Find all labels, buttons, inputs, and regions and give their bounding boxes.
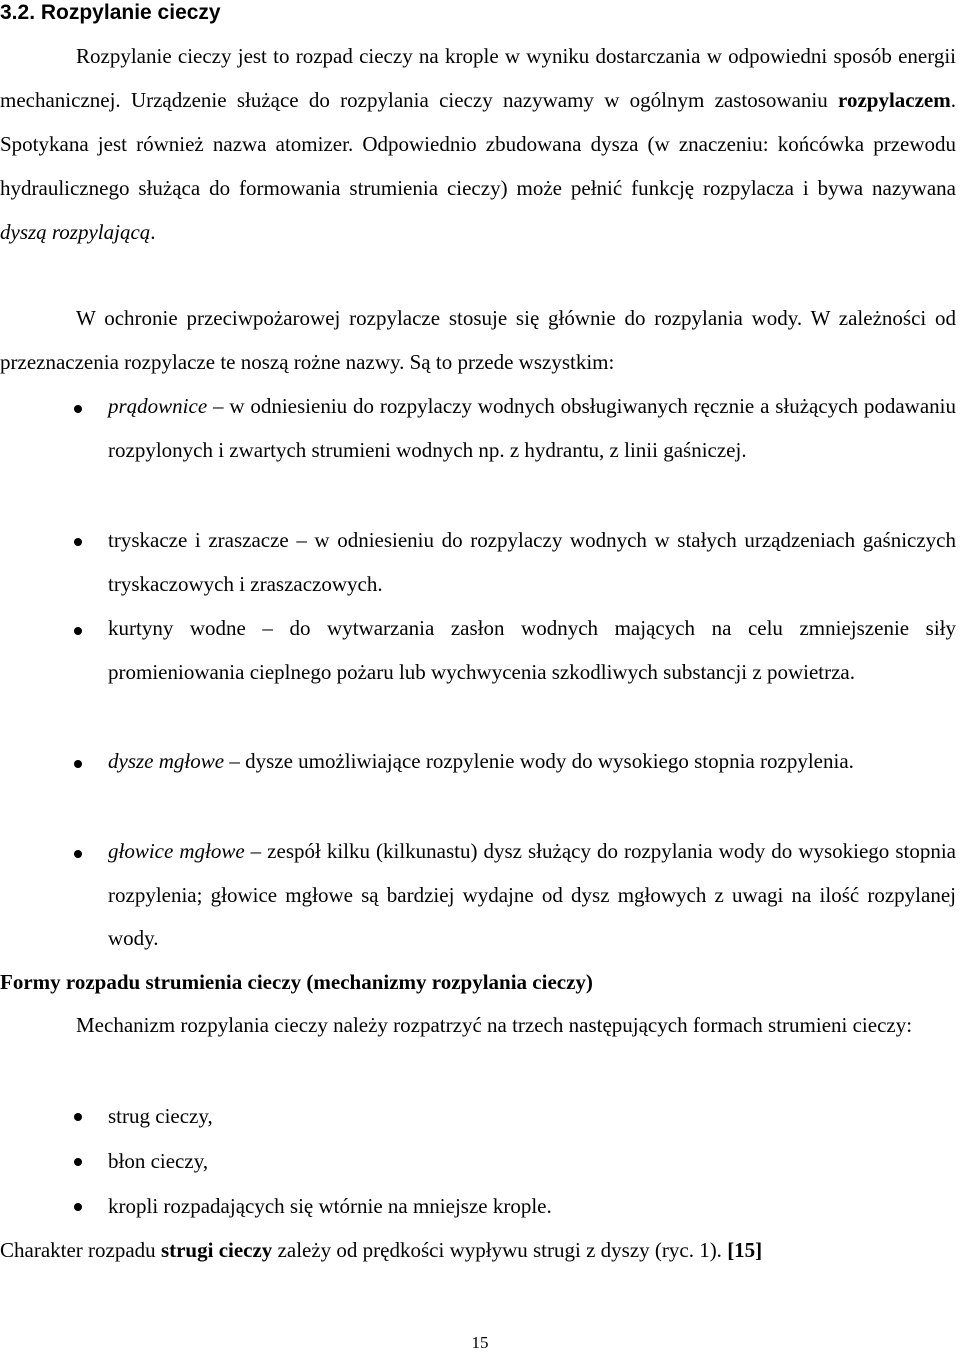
subsection-heading: Formy rozpadu strumienia cieczy (mechanizmy rozpylania cieczy) bbox=[0, 970, 593, 994]
intro-bold-term: rozpylaczem bbox=[838, 88, 951, 112]
intro-text-1: Rozpylanie cieczy jest to rozpad cieczy na krople w wyniku dostarczania w odpowiedni sposób energii mechanicznej. Urządzenie służące do rozpylania cieczy nazywamy w ogólnym zastosowaniu bbox=[0, 44, 956, 112]
bullet-icon bbox=[74, 1113, 82, 1121]
list-item-text: tryskacze i zraszacze – w odniesieniu do rozpylaczy wodnych w stałych urządzeniach gaśniczych tryskaczowych i zraszaczowych. bbox=[108, 528, 956, 596]
bullet-icon bbox=[74, 538, 82, 546]
list-item-term: dysze mgłowe bbox=[108, 749, 225, 773]
list-item-text: dysze mgłowe – dysze umożliwiające rozpylenie wody do wysokiego stopnia rozpylenia. bbox=[108, 749, 854, 773]
list-item-text: głowice mgłowe – zespół kilku (kilkunastu) dysz służący do rozpylania wody do wysokiego stopnia rozpylenia; głowice mgłowe są bardziej wydajne od dysz mgłowych z uwagi na ilość rozpylanej wody. bbox=[108, 839, 956, 950]
page-number: 15 bbox=[471, 1333, 489, 1352]
bullet-icon bbox=[74, 850, 82, 858]
citation-reference: [15] bbox=[727, 1238, 763, 1262]
section-heading: 3.2. Rozpylanie cieczy bbox=[0, 1, 221, 24]
list-item-term: tryskacze i zraszacze bbox=[108, 528, 289, 552]
list-item-text: prądownice – w odniesieniu do rozpylaczy wodnych obsługiwanych ręcznie a służących podawaniu rozpylonych i zwartych strumieni wodnych np. z hydrantu, z linii gaśniczej. bbox=[108, 394, 956, 462]
bullet-icon bbox=[74, 1158, 82, 1166]
bullet-icon bbox=[74, 760, 82, 768]
list-item-term: prądownice bbox=[108, 394, 208, 418]
intro-text-3: . bbox=[150, 220, 156, 244]
fire-paragraph: W ochronie przeciwpożarowej rozpylacze stosuje się głównie do rozpylania wody. W zależności od przeznaczenia rozpylacze te noszą rożne nazwy. Są to przede wszystkim: bbox=[0, 306, 956, 374]
intro-italic-term: dyszą rozpylającą bbox=[0, 220, 151, 244]
list-item-text: strug cieczy, bbox=[108, 1104, 213, 1128]
bullet-icon bbox=[74, 1203, 82, 1211]
list-item-text: błon cieczy, bbox=[108, 1149, 209, 1173]
list-item-text: kropli rozpadających się wtórnie na mniejsze krople. bbox=[108, 1194, 552, 1218]
closing-bold-term: strugi cieczy bbox=[160, 1238, 273, 1262]
intro-text-2: . Spotykana jest również nazwa atomizer. Odpowiednio zbudowana dysza (w znaczeniu: końcówka przewodu hydraulicznego służąca do formowania strumienia cieczy) może pełnić funkcję rozpylacza i bywa nazywana bbox=[0, 88, 956, 200]
bullet-icon bbox=[74, 627, 82, 635]
intro-paragraph bbox=[0, 34, 956, 254]
list-item-term: głowice mgłowe bbox=[108, 839, 245, 863]
list-item-text: kurtyny wodne – do wytwarzania zasłon wodnych mających na celu zmniejszenie siły promieniowania cieplnego pożaru lub wychwycenia szkodliwych substancji z powietrza. bbox=[108, 616, 956, 684]
bullet-icon bbox=[74, 405, 82, 413]
closing-paragraph: Charakter rozpadu strugi cieczy zależy od prędkości wypływu strugi z dyszy (ryc. 1). [15] bbox=[0, 1238, 763, 1262]
list-item-term: kurtyny wodne bbox=[108, 616, 246, 640]
mechanism-paragraph: Mechanizm rozpylania cieczy należy rozpatrzyć na trzech następujących formach strumieni cieczy: bbox=[76, 1013, 913, 1037]
